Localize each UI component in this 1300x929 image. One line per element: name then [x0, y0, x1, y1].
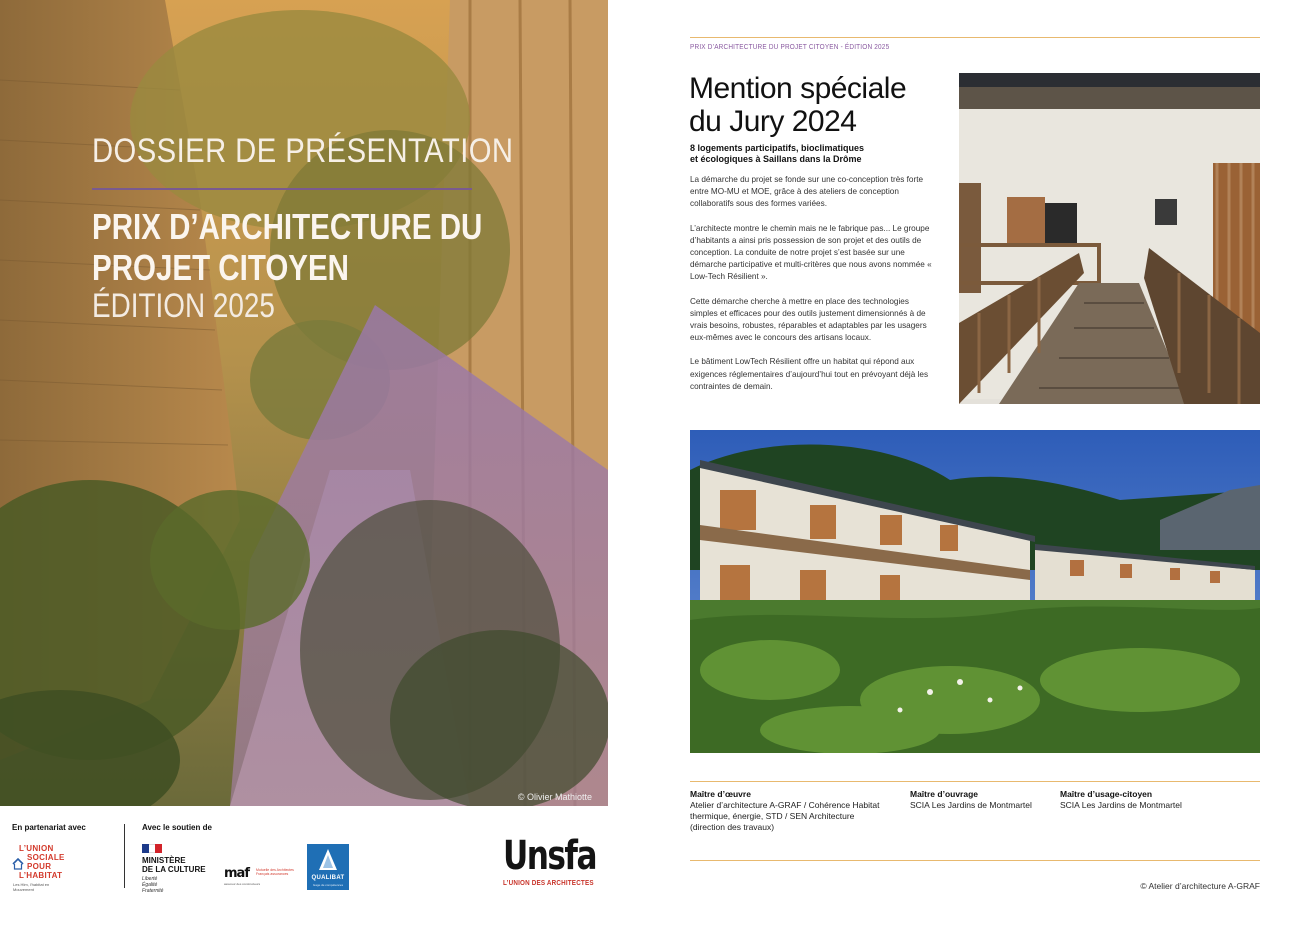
ministere-motto: Fraternité — [142, 888, 164, 894]
credits-top-rule — [690, 781, 1260, 782]
qualibat-emblem-icon — [318, 848, 338, 872]
maf-side-text: Mutuelle des Architectes Français assurances — [256, 868, 294, 876]
credit-value: (direction des travaux) — [690, 822, 775, 832]
maf-logo — [224, 866, 296, 892]
cover-title-line1: PRIX D’ARCHITECTURE DU — [92, 206, 483, 247]
ministere-motto: Liberté — [142, 876, 158, 882]
partners-strip — [0, 806, 608, 929]
credit-maitre-ouvrage — [910, 789, 1032, 811]
cover-photo — [0, 0, 608, 806]
credit-value: thermique, énergie, STD / SEN Architecture — [690, 811, 855, 821]
article-title — [689, 72, 906, 138]
cover-page — [0, 0, 608, 806]
maf-foot-text: assureur des constructeurs — [224, 882, 261, 886]
unsfa-tagline: L’UNION DES ARCHITECTES — [503, 880, 594, 887]
article-subtitle — [690, 143, 940, 165]
ministere-culture-logo — [142, 844, 206, 894]
cover-edition: ÉDITION 2025 — [92, 287, 275, 325]
credit-label: Maître d’œuvre — [690, 789, 751, 799]
top-rule — [690, 37, 1260, 38]
cover-title-line2: PROJET CITOYEN — [92, 247, 349, 288]
body-paragraph: La démarche du projet se fonde sur une co-conception très forte entre MO-MU et MOE, grâce à des ateliers de conception collaboratifs sous des formes variées. — [690, 175, 924, 209]
ministere-motto: Égalité — [142, 882, 158, 888]
article-title-line2: du Jury 2024 — [689, 105, 857, 138]
ministere-line2: DE LA CULTURE — [142, 865, 206, 874]
credit-maitre-usage — [1060, 789, 1182, 811]
houses-meadow-photo — [690, 430, 1260, 753]
ush-foot: Les Hlm, l’habitat en Mouvement — [13, 882, 50, 892]
support-label: Avec le soutien de — [142, 823, 212, 832]
body-paragraph: Le bâtiment LowTech Résilient offre un habitat qui répond aux exigences réglementaires d’aujourd’hui tout en prévoyant déjà les contraintes de demain. — [690, 357, 929, 391]
qualibat-slogan: Gage de compétences — [312, 883, 344, 887]
photo-credit: © Atelier d’architecture A-GRAF — [1140, 881, 1260, 891]
walkway-photo — [959, 73, 1260, 404]
subtitle-line2: et écologiques à Saillans dans la Drôme — [690, 154, 862, 164]
partnership-label: En partenariat avec — [12, 823, 86, 832]
french-flag-icon — [142, 844, 162, 853]
qualibat-name: QUALIBAT — [311, 875, 345, 881]
cover-title — [92, 206, 482, 288]
subtitle-line1: 8 logements participatifs, bioclimatiques — [690, 143, 865, 153]
running-head: PRIX D’ARCHITECTURE DU PROJET CITOYEN - ÉDITION 2025 — [690, 44, 890, 51]
cover-kicker: DOSSIER DE PRÉSENTATION — [92, 132, 514, 170]
body-paragraph: L’architecte montre le chemin mais ne le fabrique pas... Le groupe d’habitants a ainsi pris possession de son projet et des outils de conception. La conduite de notre projet s’est basée sur une démarche participative et multi-critères que nous avons nommée « Low-Tech Résilient ». — [690, 223, 932, 282]
partners-divider — [124, 824, 125, 888]
maf-wordmark: maf — [224, 866, 249, 881]
credit-label: Maître d’ouvrage — [910, 789, 979, 799]
article-title-line1: Mention spéciale — [689, 72, 907, 105]
ush-line: L’HABITAT — [19, 871, 63, 880]
credit-value: SCIA Les Jardins de Montmartel — [1060, 800, 1182, 810]
credit-label: Maître d’usage-citoyen — [1060, 789, 1153, 799]
ush-line: L’UNION — [19, 844, 54, 853]
article-body — [690, 174, 938, 405]
cover-divider — [92, 188, 472, 190]
unsfa-wordmark: Unsfa — [503, 833, 596, 879]
credit-maitre-oeuvre — [690, 789, 879, 833]
credit-value: SCIA Les Jardins de Montmartel — [910, 800, 1032, 810]
credits-bottom-rule — [690, 860, 1260, 861]
body-paragraph: Cette démarche cherche à mettre en place des technologies simples et efficaces pour des outils justement dimensionnés à de vrais besoins, robustes, réparables et adaptables par les usagers eux-mêmes avec le concours des artisans locaux. — [690, 296, 927, 343]
ush-line: SOCIALE — [27, 853, 65, 862]
qualibat-logo — [307, 844, 349, 890]
unsfa-logo — [503, 833, 622, 887]
cover-photo-credit: © Olivier Mathiotte — [517, 792, 592, 802]
ush-logo — [13, 844, 65, 892]
ush-line: POUR — [27, 862, 52, 871]
ministere-line1: MINISTÈRE — [142, 856, 186, 865]
credit-value: Atelier d’architecture A-GRAF / Cohérence Habitat — [690, 800, 880, 810]
house-icon — [12, 858, 24, 870]
